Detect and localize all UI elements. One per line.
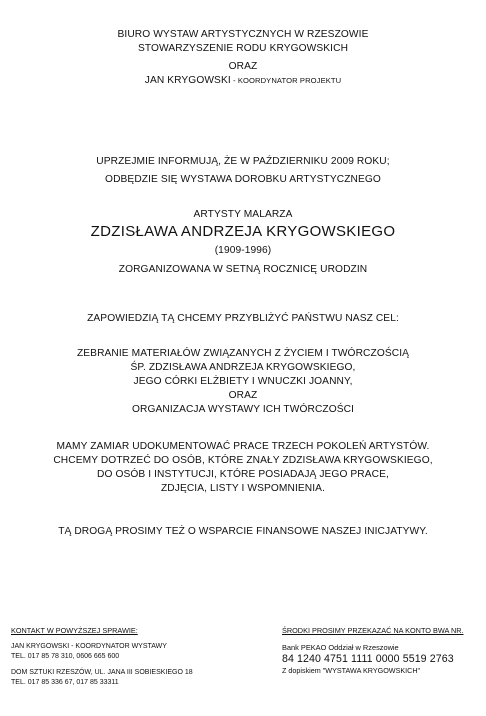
intent-line: CHCEMY DOTRZEĆ DO OSÓB, KTÓRE ZNAŁY ZDZISŁAWA KRYGOWSKIEGO, xyxy=(53,455,433,466)
artist-block xyxy=(0,208,486,277)
bank-section xyxy=(282,625,482,676)
intent-line: ZDJĘCIA, LISTY I WSPOMNIENIA. xyxy=(160,483,326,494)
org-line-2: STOWARZYSZENIE RODU KRYGOWSKICH xyxy=(137,43,349,54)
intent-line: MAMY ZAMIAR UDOKUMENTOWAĆ PRACE TRZECH POKOLEŃ ARTYSTÓW. xyxy=(56,441,430,452)
announcement-line-2: ODBĘDZIE SIĘ WYSTAWA DOROBKU ARTYSTYCZNEGO xyxy=(105,174,381,185)
goal-line: ŚP. ZDZISŁAWA ANDRZEJA KRYGOWSKIEGO, xyxy=(130,362,356,373)
coordinator-role: - KOORDYNATOR PROJEKTU xyxy=(230,76,342,85)
contact-phone: TEL. 017 85 78 310, 0606 665 600 xyxy=(11,653,120,660)
contact-heading: KONTAKT W POWYŻSZEJ SPRAWIE: xyxy=(11,626,138,635)
transfer-note: Z dopiskiem "WYSTAWA KRYGOWSKICH" xyxy=(282,666,421,675)
intent-line: DO OSÓB I INSTYTUCJI, KTÓRE POSIADAJĄ JEGO PRACE, xyxy=(97,469,389,480)
contact-person: JAN KRYGOWSKI - KOORDYNATOR WYSTAWY xyxy=(11,643,167,650)
coordinator-line xyxy=(0,74,486,88)
announcement-line-1: UPRZEJMIE INFORMUJĄ, ŻE W PAŹDZIERNIKU 2009 ROKU; xyxy=(96,156,390,167)
intent-block xyxy=(0,440,486,496)
contact-section xyxy=(11,625,251,688)
bank-name: Bank PEKAO Oddział w Rzeszowie xyxy=(282,643,399,652)
account-number: 84 1240 4751 1111 0000 5519 2763 xyxy=(282,653,454,665)
conjunction: ORAZ xyxy=(228,61,258,72)
financial-appeal: TĄ DROGĄ PROSIMY TEŻ O WSPARCIE FINANSOWE NASZEJ INICJATYWY. xyxy=(58,526,428,537)
artist-name: ZDZISŁAWA ANDRZEJA KRYGOWSKIEGO xyxy=(90,223,396,240)
coordinator-name: JAN KRYGOWSKI xyxy=(144,75,231,86)
venue-address: DOM SZTUKI RZESZÓW, UL. JANA III SOBIESKIEGO 18 xyxy=(11,669,193,676)
artist-intro: ARTYSTY MALARZA xyxy=(193,209,293,220)
artist-years: (1909-1996) xyxy=(214,245,272,256)
org-line-1: BIURO WYSTAW ARTYSTYCZNYCH W RZESZOWIE xyxy=(117,29,369,40)
artist-occasion: ZORGANIZOWANA W SETNĄ ROCZNICĘ URODZIN xyxy=(118,264,368,275)
goal-line: JEGO CÓRKI ELŻBIETY I WNUCZKI JOANNY, xyxy=(133,376,353,387)
header xyxy=(0,28,486,88)
goal-line: ZEBRANIE MATERIAŁÓW ZWIĄZANYCH Z ŻYCIEM I TWÓRCZOŚCIĄ xyxy=(76,348,410,359)
venue-phone: TEL. 017 85 336 67, 017 85 33311 xyxy=(11,679,119,686)
goal-line: ORAZ xyxy=(228,390,258,401)
goal-intro: ZAPOWIEDZIĄ TĄ CHCEMY PRZYBLIŻYĆ PAŃSTWU NASZ CEL: xyxy=(87,313,399,324)
goal-line: ORGANIZACJA WYSTAWY ICH TWÓRCZOŚCI xyxy=(131,404,355,415)
goals-list xyxy=(0,347,486,417)
announcement xyxy=(0,155,486,187)
funds-heading: ŚRODKI PROSIMY PRZEKAZAĆ NA KONTO BWA NR. xyxy=(282,626,464,635)
